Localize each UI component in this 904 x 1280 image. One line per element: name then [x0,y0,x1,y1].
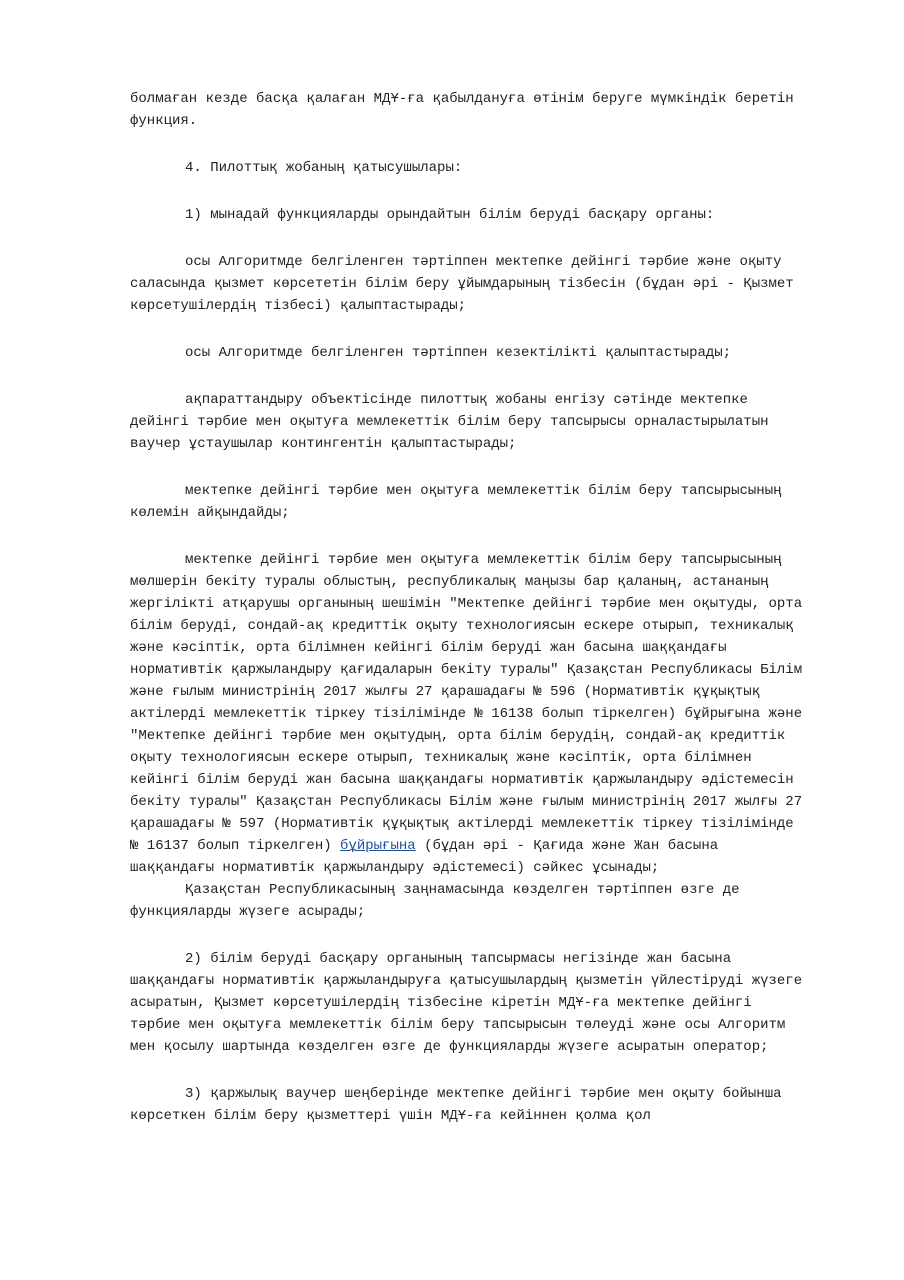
paragraph-continuation: болмаған кезде басқа қалаған МДҰ-ға қабылдануға өтінім беруге мүмкіндік беретін функция. [130,91,794,129]
list-item-3: 3) қаржылық ваучер шеңберінде мектепке дейінгі тәрбие мен оқыту бойынша көрсеткен білім беру қызметтері үшін МДҰ-ға кейіннен қолма қол [130,1086,782,1124]
list-item-1: 1) мынадай функцияларды орындайтын білім беруді басқару органы: [185,207,715,223]
list-item-2-operator: 2) білім беруді басқару органының тапсырмасы негізінде жан басына шаққандағы нормативтік қаржыландыруға қатысушылардың қызметін үйлестіруді жүзеге асыратын, Қызмет көрсетушілердің тізбесіне кіретін МДҰ-ға мектепке дейінгі тәрбие мен оқытуға мемлекеттік білім беру тапсырысын төлеуді және осы Алгоритм мен қосылу шартында көзделген өзге де функцияларды жүзеге асыратын оператор; [130,951,803,1055]
section-heading-participants: 4. Пилоттық жобаның қатысушылары: [185,160,463,176]
function-paragraph-queue: осы Алгоритмде белгіленген тәртіппен кезектілікті қалыптастырады; [185,345,732,361]
function-paragraph-decision [130,549,810,879]
decision-text-after: (бұдан әрі - Қағида және Жан басына шаққандағы нормативтік қаржыландыру әдістемесі) сәйкес ұсынады; [130,838,719,876]
function-paragraph-contingent: ақпараттандыру объектісінде пилоттық жобаны енгізу сәтінде мектепке дейінгі тәрбие мен оқытуға мемлекеттік білім беру тапсырысы орналастырылатын ваучер ұстаушылар контингентін қалыптастырады; [130,392,769,452]
function-paragraph-other: Қазақстан Республикасының заңнамасында көзделген тәртіппен өзге де функцияларды жүзеге асырады; [130,882,740,920]
function-paragraph-volume: мектепке дейінгі тәрбие мен оқытуға мемлекеттік білім беру тапсырысының көлемін айқындайды; [130,483,782,521]
order-link[interactable]: бұйрығына [340,838,416,854]
decision-text-before: мектепке дейінгі тәрбие мен оқытуға мемлекеттік білім беру тапсырысының мөлшерін бекіту туралы облыстың, республикалық маңызы бар қаланың, астананың жергілікті атқарушы органының шешімін "Мектепке дейінгі тәрбие мен оқытуды, орта білім беруді, сондай-ақ кредиттік оқыту технологиясын ескере отырып, техникалық және кәсіптік, орта білімнен кейінгі білім беруді жан басына шаққандағы нормативтік қаржыландыру қағидаларын бекіту туралы" Қазақстан Республикасы Білім және ғылым министрінің 2017 жылғы 27 қарашадағы № 596 (Нормативтік құқықтық актілерді мемлекеттік тіркеу тізілімінде № 16138 болып тіркелген) бұйрығына және "Мектепке дейінгі тәрбие мен оқытудың, орта білім берудің, сондай-ақ кредиттік оқыту технологиясын ескере отырып, техникалық және кәсіптік, орта білімнен кейінгі білім беруді жан басына шаққандағы нормативтік қаржыландыру әдістемесін бекіту туралы" Қазақстан Республикасы Білім және ғылым министрінің 2017 жылғы 27 қарашадағы № 597 (Нормативтік құқықтық актілерді мемлекеттік тіркеу тізілімінде № 16137 болып тіркелген) [130,552,803,854]
document-page [130,88,810,1127]
function-paragraph-list-formation: осы Алгоритмде белгіленген тәртіппен мектепке дейінгі тәрбие және оқыту саласында қызмет көрсететін білім беру ұйымдарының тізбесін (бұдан әрі - Қызмет көрсетушілердің тізбесі) қалыптастырады; [130,254,794,314]
